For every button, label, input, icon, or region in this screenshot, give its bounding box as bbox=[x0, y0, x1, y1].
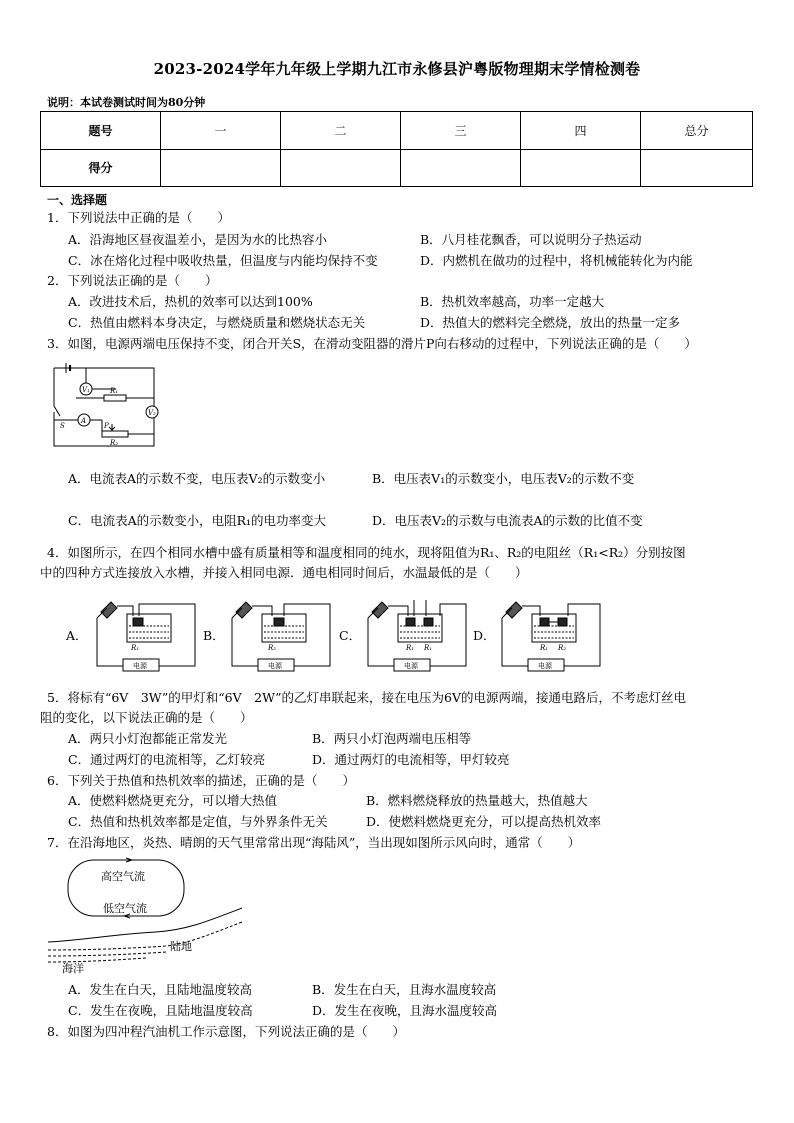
question-1-stem: 1．下列说法中正确的是（ ） bbox=[47, 210, 230, 225]
q4-label-c: C． bbox=[339, 628, 362, 643]
q7-option-c: C．发生在夜晚，且陆地温度较高 bbox=[68, 1003, 253, 1018]
q4-label-b: B． bbox=[203, 628, 225, 643]
q4-label-a: A． bbox=[66, 628, 88, 643]
q3-label-r2: R₂ bbox=[110, 439, 119, 447]
score-input-cell[interactable] bbox=[521, 149, 641, 187]
q4b-r2: R₂ bbox=[268, 644, 277, 652]
score-table-header-cell: 四 bbox=[521, 112, 641, 150]
q5-option-d: D．通过两灯的电流相等，甲灯较亮 bbox=[312, 752, 510, 767]
q7-label-sea: 海洋 bbox=[62, 962, 84, 974]
question-3-stem: 3．如图，电源两端电压保持不变，闭合开关S，在滑动变阻器的滑片P向右移动的过程中，下列说法正确的是（ ） bbox=[47, 336, 697, 351]
q3-label-v2: V₂ bbox=[148, 409, 156, 417]
q7-label-land: 陆地 bbox=[170, 940, 192, 953]
q6-option-b: B．燃料燃烧释放的热量越大，热值越大 bbox=[366, 793, 588, 808]
q4-figure-a bbox=[93, 594, 199, 672]
q4a-r1: R₁ bbox=[131, 644, 140, 652]
q3-label-s: S bbox=[60, 422, 65, 430]
question-5-stem-line2: 阻的变化，以下说法正确的是（ ） bbox=[40, 710, 253, 725]
score-table-score-row bbox=[41, 149, 753, 187]
q4-figure-d bbox=[498, 594, 604, 672]
q4c-power: 电源 bbox=[404, 662, 418, 670]
q4-label-d: D． bbox=[473, 628, 496, 643]
question-8-stem: 8．如图为四冲程汽油机工作示意图，下列说法正确的是（ ） bbox=[47, 1024, 405, 1039]
q6-option-c: C．热值和热机效率都是定值，与外界条件无关 bbox=[68, 814, 328, 829]
q7-option-b: B．发生在白天，且海水温度较高 bbox=[312, 982, 497, 997]
q2-option-a: A．改进技术后，热机的效率可以达到100% bbox=[68, 294, 313, 309]
q4d-r2: R₂ bbox=[558, 644, 567, 652]
q4c-r2: R₁ bbox=[424, 644, 433, 652]
score-input-cell[interactable] bbox=[641, 149, 753, 187]
question-5-stem-line1: 5．将标有“6V 3W”的甲灯和“6V 2W”的乙灯串联起来，接在电压为6V的电源两端，接通电路后，不考虑灯丝电 bbox=[47, 690, 687, 705]
q3-label-p: P bbox=[104, 422, 109, 430]
question-4-stem-line1: 4．如图所示，在四个相同水槽中盛有质量相等和温度相同的纯水，现将阻值为R₁、R₂的电阻丝（R₁<R₂）分别按图 bbox=[47, 545, 686, 560]
q5-option-a: A．两只小灯泡都能正常发光 bbox=[68, 731, 228, 746]
score-table-header-cell: 三 bbox=[401, 112, 521, 150]
q3-option-c: C．电流表A的示数变小，电阻R₁的电功率变大 bbox=[68, 513, 327, 528]
q2-option-d: D．热值大的燃料完全燃烧，放出的热量一定多 bbox=[420, 315, 681, 330]
q7-label-low-air: 低空气流 bbox=[103, 902, 147, 915]
q1-option-b: B．八月桂花飘香，可以说明分子热运动 bbox=[420, 232, 642, 247]
q4c-r1: R₁ bbox=[406, 644, 415, 652]
score-table-header-cell: 一 bbox=[161, 112, 281, 150]
q4b-power: 电源 bbox=[268, 662, 282, 670]
score-input-cell[interactable] bbox=[401, 149, 521, 187]
score-input-cell[interactable] bbox=[161, 149, 281, 187]
q7-sea-land-breeze-diagram bbox=[46, 856, 256, 974]
q5-option-b: B．两只小灯泡两端电压相等 bbox=[312, 731, 472, 746]
q4d-power: 电源 bbox=[538, 662, 552, 670]
q3-circuit-diagram bbox=[46, 362, 166, 454]
q1-option-a: A．沿海地区昼夜温差小，是因为水的比热容小 bbox=[68, 232, 328, 247]
score-table-header-cell: 总分 bbox=[641, 112, 753, 150]
score-table-header-row bbox=[41, 112, 753, 150]
q4d-r1: R₁ bbox=[540, 644, 549, 652]
q2-option-c: C．热值由燃料本身决定，与燃烧质量和燃烧状态无关 bbox=[68, 315, 366, 330]
question-6-stem: 6．下列关于热值和热机效率的描述，正确的是（ ） bbox=[47, 773, 355, 788]
score-table bbox=[40, 111, 753, 187]
exam-title: 2023-2024学年九年级上学期九江市永修县沪粤版物理期末学情检测卷 bbox=[153, 60, 641, 78]
question-4-stem-line2: 中的四种方式连接放入水槽，并接入相同电源．通电相同时间后，水温最低的是（ ） bbox=[40, 565, 528, 580]
q6-option-a: A．使燃料燃烧更充分，可以增大热值 bbox=[68, 793, 278, 808]
exam-note: 说明：本试卷测试时间为80分钟 bbox=[47, 96, 206, 109]
q5-option-c: C．通过两灯的电流相等，乙灯较亮 bbox=[68, 752, 266, 767]
q7-label-high-air: 高空气流 bbox=[101, 870, 145, 883]
q4-figure-b bbox=[228, 594, 334, 672]
score-row-label: 得分 bbox=[41, 149, 161, 187]
score-table-header-cell: 题号 bbox=[41, 112, 161, 150]
q3-label-a: A bbox=[81, 417, 87, 425]
q4-figure-c bbox=[364, 594, 470, 672]
q7-option-a: A．发生在白天，且陆地温度较高 bbox=[68, 982, 253, 997]
q3-option-a: A．电流表A的示数不变，电压表V₂的示数变小 bbox=[68, 471, 326, 486]
q3-label-v1: V₁ bbox=[82, 386, 90, 394]
section-heading: 一、选择题 bbox=[47, 193, 108, 207]
q2-option-b: B．热机效率越高，功率一定越大 bbox=[420, 294, 605, 309]
q6-option-d: D．使燃料燃烧更充分，可以提高热机效率 bbox=[366, 814, 602, 829]
question-2-stem: 2．下列说法正确的是（ ） bbox=[47, 273, 218, 288]
q3-label-r1: R₁ bbox=[110, 387, 119, 395]
q4a-power: 电源 bbox=[133, 662, 147, 670]
q3-option-b: B．电压表V₁的示数变小，电压表V₂的示数不变 bbox=[372, 471, 635, 486]
score-table-header-cell: 二 bbox=[281, 112, 401, 150]
score-input-cell[interactable] bbox=[281, 149, 401, 187]
q1-option-d: D．内燃机在做功的过程中，将机械能转化为内能 bbox=[420, 253, 693, 268]
q3-option-d: D．电压表V₂的示数与电流表A的示数的比值不变 bbox=[372, 513, 643, 528]
q1-option-c: C．冰在熔化过程中吸收热量，但温度与内能均保持不变 bbox=[68, 253, 378, 268]
question-7-stem: 7．在沿海地区，炎热、晴朗的天气里常常出现“海陆风”，当出现如图所示风向时，通常（ ） bbox=[47, 835, 581, 850]
q7-option-d: D．发生在夜晚，且海水温度较高 bbox=[312, 1003, 498, 1018]
